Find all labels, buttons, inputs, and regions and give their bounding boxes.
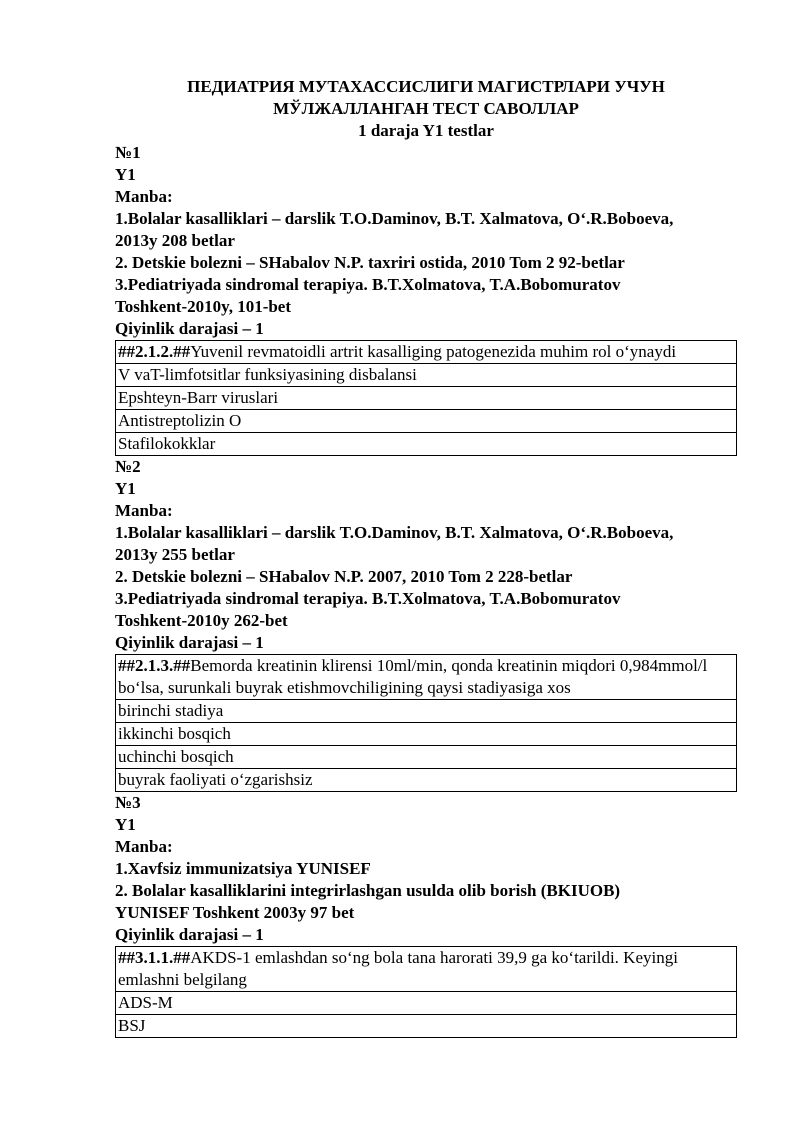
question-level: Y1 bbox=[115, 815, 136, 834]
question-text: AKDS-1 emlashdan so‘ng bola tana harorati 39,9 ga ko‘tarildi. Keyingi emlashni belgilang bbox=[118, 948, 678, 989]
difficulty-level: Qiyinlik darajasi – 1 bbox=[115, 925, 264, 944]
question-text: Yuvenil revmatoidli artrit kasalliging patogenezida muhim rol o‘ynaydi bbox=[190, 342, 677, 361]
difficulty-level: Qiyinlik darajasi – 1 bbox=[115, 319, 264, 338]
source-line: YUNISEF Toshkent 2003y 97 bet bbox=[115, 903, 355, 922]
question-row bbox=[116, 947, 737, 992]
answer-option: ADS-M bbox=[116, 992, 737, 1015]
source-line: 2013y 255 betlar bbox=[115, 545, 235, 564]
source-line: 2. Bolalar kasalliklarini integrirlashgan usulda olib borish (BKIUOB) bbox=[115, 881, 621, 900]
question-cell bbox=[116, 655, 737, 700]
answer-row bbox=[116, 992, 737, 1015]
answer-row bbox=[116, 769, 737, 792]
question-table bbox=[115, 654, 737, 792]
question-text: Bemorda kreatinin klirensi 10ml/min, qonda kreatinin miqdori 0,984mmol/l bo‘lsa, surunkali buyrak etishmovchiligining qaysi stadiyasiga xos bbox=[118, 656, 708, 697]
question-number: №3 bbox=[115, 793, 141, 812]
source-line: 3.Pediatriyada sindromal terapiya. B.T.Xolmatova, T.A.Bobomuratov bbox=[115, 275, 621, 294]
source-label: Manba: bbox=[115, 501, 173, 520]
answer-option: Antistreptolizin O bbox=[116, 410, 737, 433]
question-block-2 bbox=[115, 456, 737, 792]
source-line: 2. Detskie bolezni – SHabalov N.P. taxriri ostida, 2010 Tom 2 92-betlar bbox=[115, 253, 625, 272]
question-cell bbox=[116, 947, 737, 992]
answer-option: Epshteyn-Barr viruslari bbox=[116, 387, 737, 410]
source-label: Manba: bbox=[115, 837, 173, 856]
question-block-3 bbox=[115, 792, 737, 1038]
source-line: 3.Pediatriyada sindromal terapiya. B.T.Xolmatova, T.A.Bobomuratov bbox=[115, 589, 621, 608]
answer-option: uchinchi bosqich bbox=[116, 746, 737, 769]
difficulty-level: Qiyinlik darajasi – 1 bbox=[115, 633, 264, 652]
question-level: Y1 bbox=[115, 165, 136, 184]
answer-row bbox=[116, 387, 737, 410]
answer-option: BSJ bbox=[116, 1015, 737, 1038]
title-line-1: ПЕДИАТРИЯ МУТАХАССИСЛИГИ МАГИСТРЛАРИ УЧУН bbox=[187, 77, 665, 96]
answer-option: V vaT-limfotsitlar funksiyasining disbalansi bbox=[116, 364, 737, 387]
answer-option: buyrak faoliyati o‘zgarishsiz bbox=[116, 769, 737, 792]
question-number: №2 bbox=[115, 457, 141, 476]
question-table bbox=[115, 340, 737, 456]
question-code: ##2.1.2.## bbox=[118, 342, 191, 361]
source-line: 1.Bolalar kasalliklari – darslik T.O.Daminov, B.T. Xalmatova, O‘.R.Boboeva, bbox=[115, 209, 674, 228]
question-level: Y1 bbox=[115, 479, 136, 498]
title-line-3: 1 daraja Y1 testlar bbox=[358, 121, 494, 140]
answer-row bbox=[116, 700, 737, 723]
answer-row bbox=[116, 410, 737, 433]
title-line-2: МЎЛЖАЛЛАНГАН ТЕСТ САВОЛЛАР bbox=[273, 99, 579, 118]
answer-option: birinchi stadiya bbox=[116, 700, 737, 723]
source-line: Toshkent-2010y 262-bet bbox=[115, 611, 288, 630]
document-page bbox=[115, 76, 737, 1038]
source-line: Toshkent-2010y, 101-bet bbox=[115, 297, 292, 316]
source-line: 2013y 208 betlar bbox=[115, 231, 235, 250]
answer-row bbox=[116, 746, 737, 769]
question-number: №1 bbox=[115, 143, 141, 162]
source-line: 2. Detskie bolezni – SHabalov N.P. 2007, 2010 Tom 2 228-betlar bbox=[115, 567, 573, 586]
question-code: ##2.1.3.## bbox=[118, 656, 191, 675]
question-row bbox=[116, 341, 737, 364]
answer-row bbox=[116, 723, 737, 746]
answer-option: ikkinchi bosqich bbox=[116, 723, 737, 746]
source-line: 1.Bolalar kasalliklari – darslik T.O.Daminov, B.T. Xalmatova, O‘.R.Boboeva, bbox=[115, 523, 674, 542]
question-cell bbox=[116, 341, 737, 364]
source-label: Manba: bbox=[115, 187, 173, 206]
question-code: ##3.1.1.## bbox=[118, 948, 191, 967]
question-row bbox=[116, 655, 737, 700]
answer-row bbox=[116, 1015, 737, 1038]
answer-row bbox=[116, 433, 737, 456]
question-table bbox=[115, 946, 737, 1038]
answer-row bbox=[116, 364, 737, 387]
answer-option: Stafilokokklar bbox=[116, 433, 737, 456]
question-block-1 bbox=[115, 142, 737, 456]
source-line: 1.Xavfsiz immunizatsiya YUNISEF bbox=[115, 859, 371, 878]
document-title bbox=[115, 76, 737, 142]
